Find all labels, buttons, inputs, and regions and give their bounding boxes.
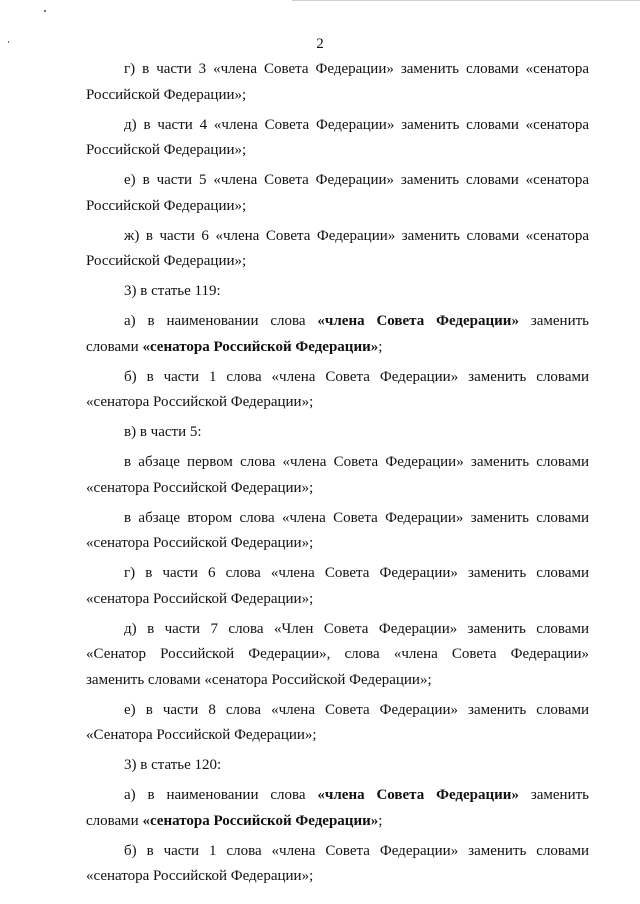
text-run: «сенатора Российской Федерации»; [86, 590, 314, 607]
text-run: в абзаце втором слова «члена Совета Федерации» заменить словами [124, 509, 589, 526]
text-run: 3) в статье 120: [124, 757, 222, 773]
text-line [86, 279, 589, 305]
text-line [86, 335, 589, 361]
bold-text: «члена Совета Федерации» [317, 787, 519, 803]
text-run: «сенатора Российской Федерации»; [86, 868, 314, 884]
text-line [86, 450, 589, 476]
paragraph [86, 113, 589, 164]
text-line [86, 138, 589, 164]
scan-edge-line [292, 0, 640, 1]
text-run: г) в части 3 «члена Совета Федерации» заменить словами «сенатора [124, 61, 589, 77]
paragraph [86, 57, 589, 108]
text-run: е) в части 5 «члена Совета Федерации» заменить словами «сенатора [124, 172, 589, 188]
text-run: Российской Федерации»; [86, 197, 247, 214]
paragraph [86, 420, 589, 446]
paragraph [86, 224, 589, 275]
text-run: б) в части 1 слова «члена Совета Федерации» заменить словами [124, 368, 589, 385]
text-line [86, 365, 589, 391]
text-run: словами [86, 812, 143, 829]
text-line [86, 506, 589, 532]
bold-text: «сенатора Российской Федерации» [142, 338, 379, 355]
text-run: «сенатора Российской Федерации»; [86, 479, 314, 496]
paragraph [86, 309, 589, 360]
paragraph [86, 753, 589, 779]
text-line [86, 668, 589, 694]
text-line [86, 168, 589, 194]
scan-speck [44, 10, 46, 12]
text-line [86, 224, 589, 250]
text-run: 3) в статье 119: [124, 283, 221, 299]
text-run: «сенатора Российской Федерации»; [86, 394, 314, 410]
paragraph [86, 617, 589, 694]
paragraph [86, 698, 589, 749]
bold-text: «сенатора Российской Федерации» [142, 812, 379, 829]
text-run: ; [378, 338, 383, 355]
text-run: д) в части 7 слова «Член Совета Федерации» заменить словами [124, 620, 589, 637]
text-line [86, 390, 589, 416]
paragraph [86, 279, 589, 305]
text-run: заменить словами «сенатора Российской Федерации»; [86, 671, 432, 688]
document-body [86, 57, 589, 890]
page-number: 2 [316, 36, 324, 52]
text-run: а) в наименовании слова [124, 313, 318, 329]
paragraph [86, 365, 589, 416]
text-run: «Сенатора Российской Федерации»; [86, 727, 317, 743]
text-line [86, 531, 589, 557]
text-run: д) в части 4 «члена Совета Федерации» заменить словами «сенатора [124, 116, 589, 133]
text-line [86, 194, 589, 220]
bold-text: «члена Совета Федерации» [317, 313, 519, 329]
text-line [86, 476, 589, 502]
text-line [86, 113, 589, 139]
text-run: заменить [518, 787, 589, 803]
paragraph [86, 839, 589, 890]
paragraph [86, 561, 589, 612]
text-run: ж) в части 6 «члена Совета Федерации» заменить словами «сенатора [124, 227, 589, 244]
text-line [86, 698, 589, 724]
text-run: «сенатора Российской Федерации»; [86, 535, 314, 551]
text-run: а) в наименовании слова [124, 787, 318, 803]
text-line [86, 642, 589, 668]
paragraph [86, 783, 589, 834]
text-line [86, 57, 589, 83]
text-run: заменить [518, 313, 589, 329]
text-line [86, 753, 589, 779]
text-line [86, 587, 589, 613]
text-run: словами [86, 338, 143, 355]
paragraph [86, 168, 589, 219]
text-run: е) в части 8 слова «члена Совета Федерации» заменить словами [124, 701, 589, 718]
paragraph [86, 506, 589, 557]
text-run: Российской Федерации»; [86, 142, 247, 158]
text-line [86, 561, 589, 587]
text-run: ; [378, 812, 383, 829]
text-line [86, 783, 589, 809]
text-line [86, 249, 589, 275]
text-run: г) в части 6 слова «члена Совета Федерации» заменить словами [124, 565, 589, 581]
text-run: Российской Федерации»; [86, 253, 247, 269]
paragraph [86, 450, 589, 501]
text-run: «Сенатор Российской Федерации», слова «члена Совета Федерации» [86, 646, 589, 662]
text-line [86, 309, 589, 335]
text-run: в) в части 5: [124, 424, 202, 440]
text-line [86, 83, 589, 109]
text-run: в абзаце первом слова «члена Совета Федерации» заменить словами [124, 454, 589, 470]
text-line [86, 809, 589, 835]
text-line [86, 864, 589, 890]
text-line [86, 617, 589, 643]
text-line [86, 723, 589, 749]
text-line [86, 839, 589, 865]
text-run: Российской Федерации»; [86, 86, 247, 103]
text-line [86, 420, 589, 446]
text-run: б) в части 1 слова «члена Совета Федерации» заменить словами [124, 842, 589, 859]
